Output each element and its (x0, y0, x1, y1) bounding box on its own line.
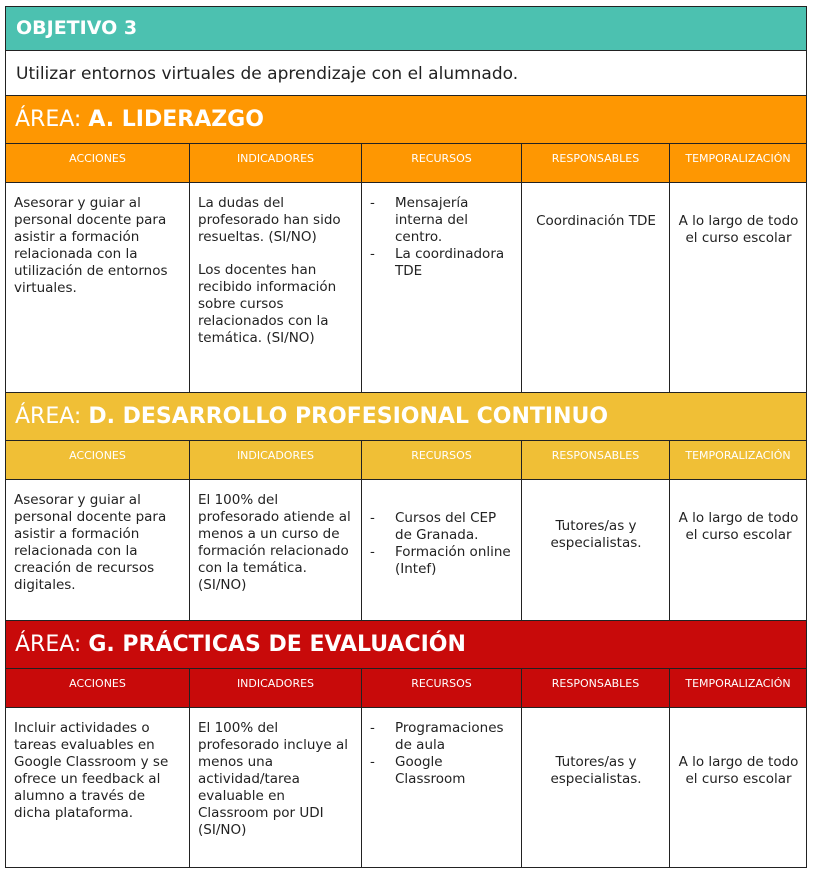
area-prefix: ÁREA: (15, 404, 82, 429)
list-item: - Google Classroom (370, 754, 466, 787)
header-acciones: ACCIONES (6, 144, 190, 182)
cell-acciones: Asesorar y guiar al personal docente para asistir a formación relacionada con la creación de recursos digitales. (6, 480, 190, 620)
header-acciones: ACCIONES (6, 669, 190, 707)
table-row (5, 480, 807, 621)
area-name: G. PRÁCTICAS DE EVALUACIÓN (88, 632, 466, 657)
header-responsables: RESPONSABLES (522, 441, 670, 479)
list-item: - Mensajería interna del centro. (370, 195, 469, 245)
area-name: A. LIDERAZGO (88, 107, 264, 132)
header-indicadores: INDICADORES (190, 144, 362, 182)
cell-responsables: Tutores/as y especialistas. (522, 480, 670, 620)
area-name: D. DESARROLLO PROFESIONAL CONTINUO (88, 404, 609, 429)
header-recursos: RECURSOS (362, 144, 522, 182)
column-header-row (5, 669, 807, 708)
cell-temporalizacion: A lo largo de todo el curso escolar (678, 754, 799, 787)
objective-description: Utilizar entornos virtuales de aprendizaje con el alumnado. (5, 51, 807, 96)
cell-indicadores (190, 183, 362, 392)
cell-recursos (362, 708, 522, 867)
table-row (5, 183, 807, 393)
header-recursos: RECURSOS (362, 669, 522, 707)
area-prefix: ÁREA: (15, 632, 82, 657)
cell-responsables: Coordinación TDE (522, 183, 670, 392)
header-temporalizacion: TEMPORALIZACIÓN (685, 152, 791, 165)
cell-temporalizacion: A lo largo de todo el curso escolar (678, 213, 799, 246)
cell-responsables: Tutores/as y especialistas. (522, 708, 670, 867)
header-recursos: RECURSOS (362, 441, 522, 479)
cell-indicadores (190, 480, 362, 620)
cell-acciones: Asesorar y guiar al personal docente para asistir a formación relacionada con la utilización de entornos virtuales. (6, 183, 190, 392)
header-responsables: RESPONSABLES (522, 144, 670, 182)
list-item: - Cursos del CEP de Granada. (370, 510, 497, 543)
indicator-text: La dudas del profesorado han sido resueltas. (SI/NO) (198, 195, 341, 245)
cell-temporalizacion: A lo largo de todo el curso escolar (678, 510, 799, 543)
header-temporalizacion: TEMPORALIZACIÓN (685, 677, 791, 690)
cell-recursos (362, 183, 522, 392)
cell-indicadores (190, 708, 362, 867)
objective-table (5, 6, 807, 868)
area-heading-liderazgo (5, 96, 807, 144)
objective-title: OBJETIVO 3 (5, 6, 807, 51)
indicator-text: El 100% del profesorado incluye al menos una actividad/tarea evaluable en Classroom por UDI (SI/NO) (198, 720, 349, 838)
indicator-text: El 100% del profesorado atiende al menos a un curso de formación relacionado con la temática. (SI/NO) (198, 492, 351, 593)
cell-acciones: Incluir actividades o tareas evaluables en Google Classroom y se ofrece un feedback al alumno a través de dicha plataforma. (6, 708, 190, 867)
list-item: - Programaciones de aula (370, 720, 504, 753)
area-heading-desarrollo-profesional (5, 393, 807, 441)
header-indicadores: INDICADORES (190, 441, 362, 479)
header-responsables: RESPONSABLES (522, 669, 670, 707)
column-header-row (5, 144, 807, 183)
table-row (5, 708, 807, 868)
header-temporalizacion: TEMPORALIZACIÓN (685, 449, 791, 462)
list-item: - La coordinadora TDE (370, 246, 505, 279)
area-prefix: ÁREA: (15, 107, 82, 132)
header-indicadores: INDICADORES (190, 669, 362, 707)
header-acciones: ACCIONES (6, 441, 190, 479)
cell-recursos (362, 480, 522, 620)
column-header-row (5, 441, 807, 480)
indicator-text: Los docentes han recibido información sobre cursos relacionados con la temática. (SI/NO) (198, 262, 337, 346)
area-heading-practicas-evaluacion (5, 621, 807, 669)
list-item: - Formación online (Intef) (370, 544, 511, 577)
